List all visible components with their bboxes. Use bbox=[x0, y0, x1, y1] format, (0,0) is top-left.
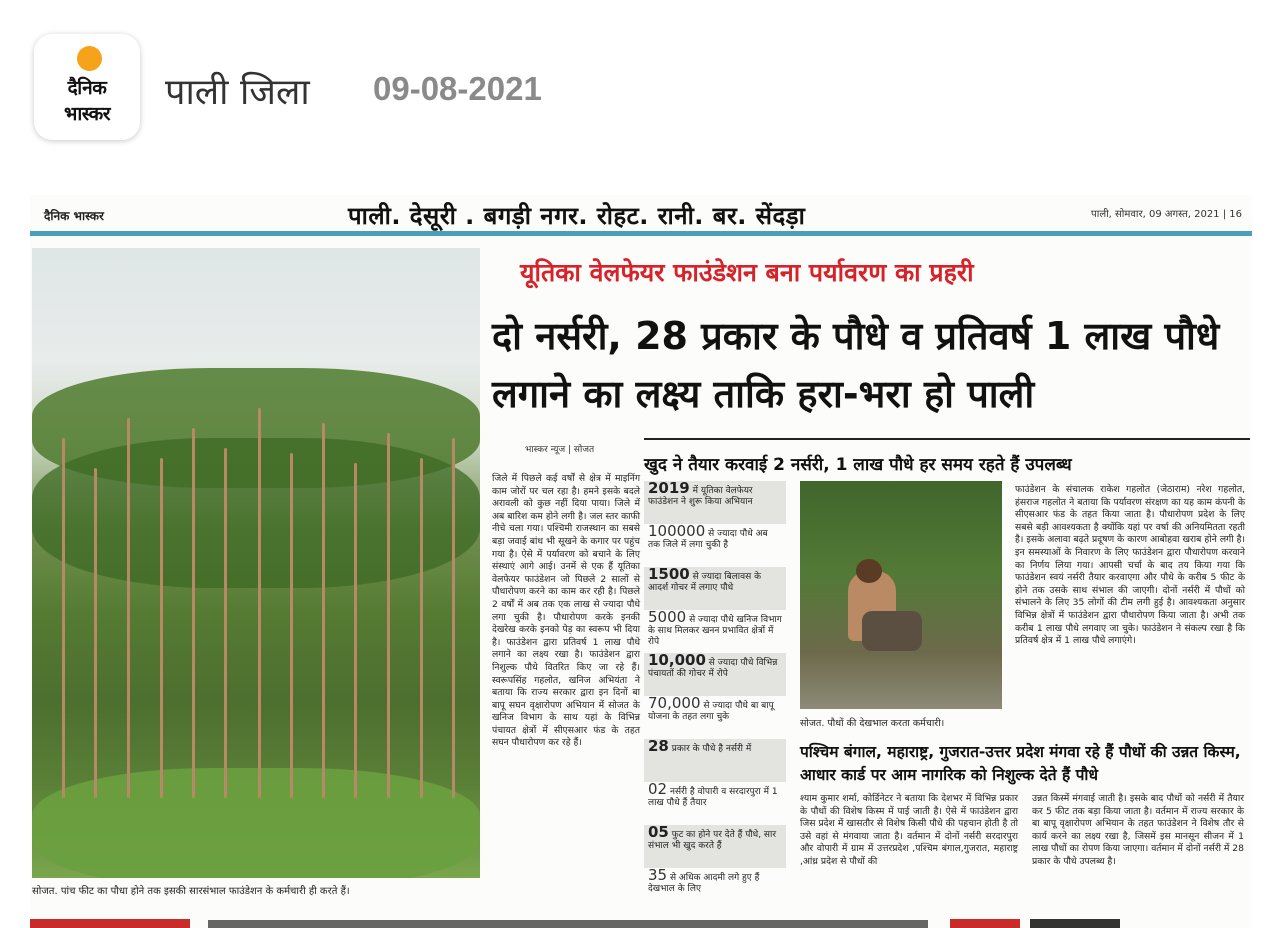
fact-item: 10,000 से ज्यादा पौधे विभिन्न पंचायतों की गोचर में रोपे bbox=[644, 653, 786, 696]
fact-item: 100000 से ज्यादा पौधे अब तक जिले में लगा चुकी है bbox=[648, 522, 768, 550]
story-kicker: यूतिका वेलफेयर फाउंडेशन बना पर्यावरण का प्रहरी bbox=[520, 258, 974, 287]
story-column-1: जिले में पिछले कई वर्षों से क्षेत्र में माइनिंग काम जोरों पर चल रहा है। हमने इसके बदले अरावली को कुछ नहीं दिया पाया। जिले में अब बारिश कम होने लगी है। जल स्तर काफी नीचे चला गया। पश्चिमी राजस्थान का सबसे बड़ा जवाई बांध भी सूखने के कगार पर पहुंच गया है। ऐसे में पर्यावरण को बचाने के लिए संस्थाएं आगे आई। उनमें से एक हैं यूतिका वेलफेयर फाउंडेशन जो पिछले 2 सालों से पौधारोपण करने का काम कर रही है। पिछले 2 वर्षों में अब तक एक लाख से ज्यादा पौधे लगा चुकी है। पौधारोपण करके इनकी देखरेख करके इनको पेड़ का स्वरूप भी दिया है। फाउंडेशन द्वारा प्रतिवर्ष 1 लाख पौधे लगाने का लक्ष्य रखा है। फाउंडेशन द्वारा निशुल्क पौधे वितरित किए जा रहे हैं। स्वरूपसिंह गहलोत, खनिज अभियंता ने बताया कि राज्य सरकार द्वारा इन दिनों बा बापू सघन वृक्षारोपण अभियान में सोजत के खनिज विभाग के साथ यहां के विभिन्न पंचायत क्षेत्रों में सीएसआर फंड के तहत सघन पौधारोपण कर रहे हैं। bbox=[492, 473, 640, 749]
story-headline: दो नर्सरी, 28 प्रकार के पौधे व प्रतिवर्ष 1 लाख पौधे लगाने का लक्ष्य ताकि हरा-भरा हो पाली bbox=[492, 314, 1220, 416]
masthead-brand: दैनिक भास्कर bbox=[44, 209, 104, 223]
logo-text-line1: दैनिक bbox=[67, 77, 107, 99]
story2-column-b: उन्नत किस्में मंगवाई जाती है। इसके बाद पौधों को नर्सरी में तैयार कर 5 फीट तक बड़ा किया जाता है। वर्तमान में राज्य सरकार के बा बापू वृक्षारोपण अभियान के तहत फाउंडेशन ने विशेष तौर से कार्य करने का लक्ष्य रखा है, जिसमें इस मानसून सीजन में 1 लाख पौधों का रोपण किया जाएगा। वर्तमान में दोनों नर्सरी में 28 प्रकार के पौधे उपलब्ध है। bbox=[1032, 793, 1244, 867]
fact-item: 05 फुट का होने पर देते हैं पौधे, सार संभाल भी खुद करते हैं bbox=[644, 825, 786, 868]
dainik-bhaskar-logo[interactable] bbox=[34, 34, 140, 140]
masthead-title: पाली. देसूरी . बगड़ी नगर. रोहट. रानी. बर. सेंदड़ा bbox=[348, 202, 806, 230]
edition-title: पाली जिला bbox=[165, 72, 310, 113]
fact-item: 70,000 से ज्यादा पौधे बा बापू योजना के तहत लगा चुके bbox=[648, 694, 774, 722]
story-column-right: फाउंडेशन के संचालक राकेश गहलोत (जेठाराम) नरेश गहलोत, हंसराज गहलोत ने बताया कि पर्यावरण संरक्षण का यह काम कंपनी के सीएसआर फंड के तहत किया जाता है। पौधारोपण प्रदेश के लिए सबसे बड़ी आवश्यकता है क्योंकि यहां पर वर्षा की अनियमितता रहती है। इसके अलावा बढ़ते प्रदूषण के कारण आबोहवा खराब होने लगी है। इन समस्याओं के निवारण के लिए फाउंडेशन द्वारा पौधारोपण करवाने का निर्णय लिया गया। आपसी चर्चा के बाद तय किया गया कि फाउंडेशन स्वयं नर्सरी तैयार करवाएगा और पौधे के करीब 5 फीट के होने तक उसके साथ संभाल की जाएगी। दोनों नर्सरी में पौधों को संभालने के लिए 35 लोगों की टीम लगी हुई है। आवश्यकता अनुसार विभिन्न क्षेत्रों में फाउंडेशन द्वारा पौधारोपण किया जाता है। अभी तक करीब 1 लाख पौधे लगवाए जा चुके। फाउंडेशन ने संकल्प रखा है कि प्रतिवर्ष क्षेत्र में 1 लाख पौधे लगाएंगे। bbox=[1015, 484, 1245, 647]
story2-headline: पश्चिम बंगाल, महाराष्ट्र, गुजरात-उत्तर प्रदेश मंगवा रहे हैं पौधों की उन्नत किस्म, आधार कार्ड पर आम नागरिक को निशुल्क देते हैं पौधे bbox=[800, 743, 1241, 784]
logo-text-line2: भास्कर bbox=[63, 103, 111, 125]
nursery-photo bbox=[32, 248, 480, 878]
nursery-photo-caption: सोजत. पांच फीट का पौधा होने तक इसकी सारसंभाल फाउंडेशन के कर्मचारी ही करते हैं। bbox=[32, 886, 350, 897]
worker-photo bbox=[800, 481, 1002, 709]
newspaper-page[interactable] bbox=[30, 195, 1252, 928]
fact-item: 2019 में यूतिका वेलफेयर फाउंडेशन ने शुरू किया अभियान bbox=[644, 481, 786, 524]
fact-item: 02 नर्सरी है वोपारी व सरदारपुरा में 1 लाख पौधे हैं तैयार bbox=[648, 780, 778, 808]
edition-date: 09-08-2021 bbox=[373, 70, 542, 107]
app-header bbox=[0, 0, 1280, 175]
masthead-dateline: पाली, सोमवार, 09 अगस्त, 2021 | 16 bbox=[1091, 209, 1242, 220]
sun-icon bbox=[77, 46, 102, 71]
story2-column-a: श्याम कुमार शर्मा, कोर्डिनेटर ने बताया कि देशभर में विभिन्न प्रकार के पौधों की विशेष किस्म में पाई जाती है। ऐसे में फाउंडेशन द्वारा जिस प्रदेश में खासतौर से विशेष किसी पौधे की पहचान होती है तो उसे वहां से मंगवाया जाता है। वर्तमान में दोनों नर्सरी सरदारपुरा और वोपारी में ग्राम में उत्तरप्रदेश ,पश्चिम बंगाल,गुजरात, महाराष्ट्र ,आंध्र प्रदेश से पौधों की bbox=[800, 793, 1018, 867]
fact-item: 1500 से ज्यादा बिलावस के आदर्श गोचर में लगाए पौधे bbox=[644, 567, 786, 610]
story-byline: भास्कर न्यूज | सोजत bbox=[525, 445, 595, 455]
fact-item: 5000 से ज्यादा पौधे खनिज विभाग के साथ मिलकर खनन प्रभावित क्षेत्रों में रोपे bbox=[648, 608, 782, 647]
fact-item: 35 से अधिक आदमी लगे हुए हैं देखभाल के लिए bbox=[648, 866, 760, 894]
fact-item: 28 प्रकार के पौधे है नर्सरी में bbox=[644, 739, 786, 782]
masthead-rule bbox=[30, 231, 1252, 236]
story-subheadline: खुद ने तैयार करवाई 2 नर्सरी, 1 लाख पौधे हर समय रहते हैं उपलब्ध bbox=[644, 438, 1250, 475]
worker-photo-caption: सोजत. पौधों की देखभाल करता कर्मचारी। bbox=[800, 718, 945, 729]
next-story-strip bbox=[30, 915, 1252, 928]
facts-column bbox=[644, 481, 786, 911]
